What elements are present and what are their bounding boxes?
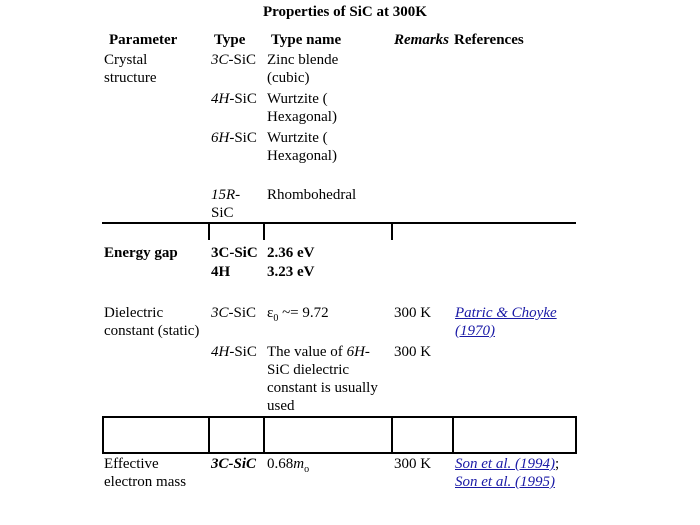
energy-gap-type-4h: 4H [211, 264, 231, 280]
crystal-name-15r: Rhombohedral [267, 187, 357, 203]
crystal-name-6h-line1: Wurtzite ( [267, 130, 328, 146]
crystal-name-4h-line1: Wurtzite ( [267, 91, 328, 107]
dielectric-value-3c: $\varepsilon_0$ ~= 9.72 [267, 305, 329, 324]
dielectric-remarks-4h: 300 K [394, 344, 432, 360]
header-parameter: Parameter [109, 32, 178, 48]
effective-mass-type: 3C-SiC [211, 456, 257, 472]
divider-tick [263, 222, 265, 240]
crystal-type-4h: 4H-SiC [211, 91, 257, 107]
crystal-type-3c: 3C-SiC [211, 52, 257, 68]
dielectric-note-line3: constant is usually [267, 380, 378, 396]
energy-gap-value-3c: 2.36 eV [267, 245, 315, 261]
param-effective-mass-line1: Effective [104, 456, 159, 472]
section-divider [102, 222, 576, 224]
page-title: Properties of SiC at 300K [263, 4, 427, 20]
param-dielectric-line2: constant (static) [104, 323, 200, 339]
crystal-name-3c-line1: Zinc blende [267, 52, 339, 68]
empty-table-row [102, 416, 577, 454]
dielectric-note-line1: The value of 6H- [267, 344, 370, 360]
reference-link-patric-choyke[interactable]: Patric & Choyke [455, 305, 557, 321]
reference-link-son-1995[interactable]: Son et al. (1995) [455, 474, 555, 490]
header-references: References [454, 32, 524, 48]
dielectric-type-4h: 4H-SiC [211, 344, 257, 360]
dielectric-note-line2: SiC dielectric [267, 362, 350, 378]
effective-mass-remarks: 300 K [394, 456, 432, 472]
cell-divider [208, 416, 210, 454]
reference-link-patric-choyke-year[interactable]: (1970) [455, 323, 495, 339]
param-crystal-line1: Crystal [104, 52, 148, 68]
param-crystal-line2: structure [104, 70, 157, 86]
param-effective-mass-line2: electron mass [104, 474, 187, 490]
cell-divider [263, 416, 265, 454]
dielectric-remarks-3c: 300 K [394, 305, 432, 321]
divider-tick [208, 222, 210, 240]
header-remarks: Remarks [394, 32, 450, 48]
effective-mass-value: $0.68m_o$ [267, 456, 310, 475]
param-energy-gap: Energy gap [104, 245, 178, 261]
crystal-name-3c-line2: (cubic) [267, 70, 310, 86]
crystal-name-4h-line2: Hexagonal) [267, 109, 337, 125]
header-type-name: Type name [271, 32, 342, 48]
divider-tick [391, 222, 393, 240]
energy-gap-value-4h: 3.23 eV [267, 264, 315, 280]
cell-divider [452, 416, 454, 454]
param-dielectric-line1: Dielectric [104, 305, 164, 321]
crystal-type-15r-line1: 15R- [211, 187, 241, 203]
effective-mass-refs-line1: Son et al. (1994); [455, 456, 560, 472]
dielectric-type-3c: 3C-SiC [211, 305, 257, 321]
crystal-type-6h: 6H-SiC [211, 130, 257, 146]
crystal-name-6h-line2: Hexagonal) [267, 148, 337, 164]
cell-divider [391, 416, 393, 454]
energy-gap-type-3c: 3C-SiC [211, 245, 258, 261]
dielectric-note-line4: used [267, 398, 295, 414]
reference-link-son-1994[interactable]: Son et al. (1994) [455, 456, 555, 472]
crystal-type-15r-line2: SiC [211, 205, 234, 221]
header-type: Type [214, 32, 246, 48]
